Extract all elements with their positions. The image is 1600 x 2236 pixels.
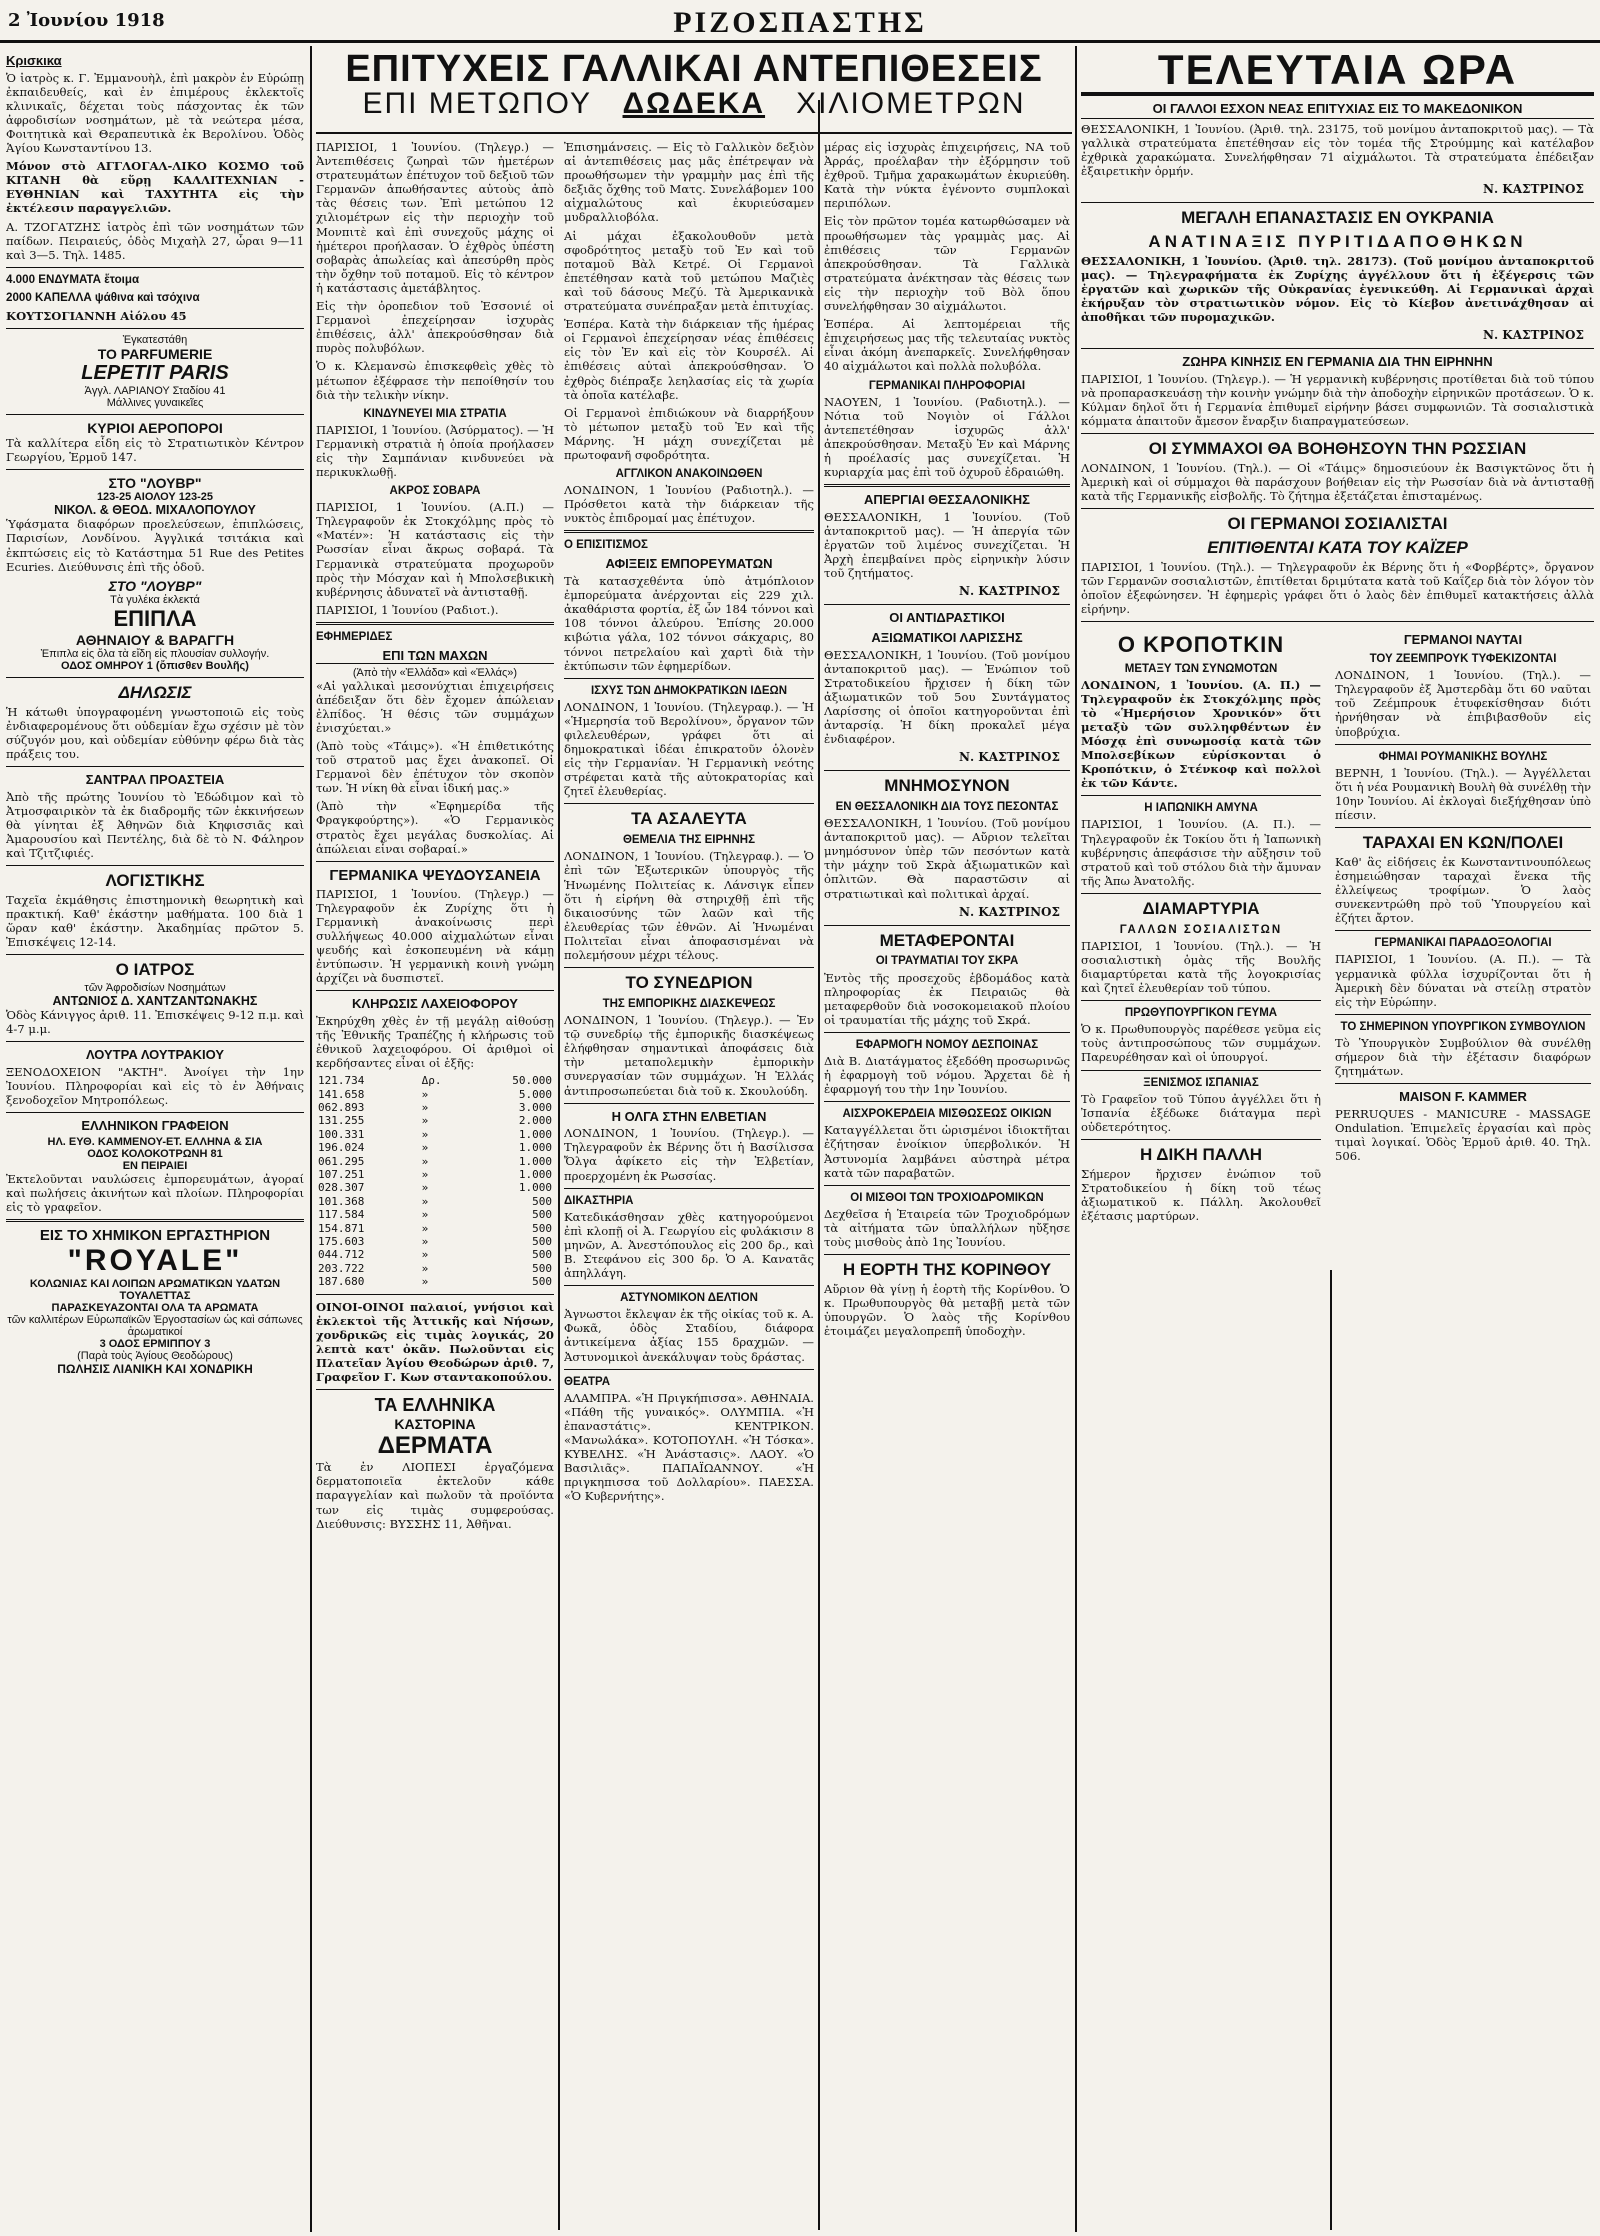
chemiko-text3: τῶν καλλιτέρων Εὐρωπαϊκῶν Ἐργοστασίων ὡς καὶ σάπωνες ἀρωματικοί (7, 1314, 303, 1339)
klirosis-row (316, 1168, 554, 1181)
klirosis-num: 062.893 (318, 1101, 365, 1114)
metaferontai-heading2: ΟΙ ΤΡΑΥΜΑΤΙΑΙ ΤΟΥ ΣΚΡΑ (875, 955, 1019, 968)
astynomiko-text: Ἀγνωστοι ἔκλεψαν ἐκ τῆς οἰκίας τοῦ κ. Α. Φωκᾶ, ὁδὸς Σταδίου, διάφορα ἀντικείμενα ἀξίας 155 δραχμῶν. — Ἀστυνομικοὶ ἀνεκάλυψαν τοὺς δράστας. (564, 1307, 814, 1364)
last-hour-banner: ΤΕΛΕΥΤΑΙΑ ΩΡΑ (1081, 48, 1594, 96)
chemiko-address: 3 ΟΔΟΣ ΕΡΜΙΠΠΟΥ 3 (99, 1338, 211, 1351)
signature: Ν. ΚΑΣΤΡΙΝΟΣ (1482, 182, 1584, 197)
michalopoulou-ad: ΝΙΚΟΛ. & ΘΕΟΔ. ΜΙΧΑΛΟΠΟΥΛΟΥ (54, 503, 256, 518)
antiparastikoi-heading2: ΑΞΙΩΜΑΤΙΚΟΙ ΛΑΡΙΣΣΗΣ (871, 629, 1023, 645)
epipla-text: Ἐπιπλα εἰς ὅλα τὰ εἴδη εἰς πλουσίαν συλλογήν. (40, 647, 270, 660)
aeroporoi-text: Τὰ καλλίτερα εἶδη εἰς τὸ Στρατιωτικὸν Κέντρον Γεωργίου, Ἑρμοῦ 147. (6, 436, 304, 465)
issue-date: 2 Ἰουνίου 1918 (8, 10, 165, 31)
akros-text: ΠΑΡΙΣΙΟΙ, 1 Ἰουνίου. (Α.Π.) — Τηλεγραφοῦν ἐκ Στοκχόλμης πρὸς τὸ «Ματέν»: Ἡ κατάστασις εἰς τὴν Ρωσσίαν εἶναι ἄκρως σοβαρά. Τὰ Γερμανικὰ στρατεύματα προχωροῦν πρὸς τὴν Μόσχαν καὶ ἡ Μπολσεβικικὴ κυβέρνησις ἀδυνατεῖ νὰ ἀντισταθῇ. (316, 500, 554, 599)
dermata-heading: ΤΑ ΕΛΛΗΝΙΚΑ (374, 1395, 496, 1416)
epipla-address: ΟΔΟΣ ΟΜΗΡΟΥ 1 (ὄπισθεν Βουλῆς) (61, 659, 249, 672)
kapella-ad: 2000 ΚΑΠΕΛΛΑ ψάθινα καὶ τσόχινα (6, 290, 200, 304)
korinthou-heading: Η ΕΟΡΤΗ ΤΗΣ ΚΟΡΙΝΘΟΥ (842, 1260, 1052, 1280)
anglikon-text: ΛΟΝΔΙΝΟΝ, 1 Ἰουνίου (Ραδιοτηλ.). — Πρόσθετοι κατὰ τὴν διάρκειαν τῆς νυκτὸς ἐπιδρομαί μας ἐπέτυχον. (564, 483, 814, 526)
endymata-ad: 4.000 ΕΝΔΥΜΑΤΑ ἕτοιμα (6, 272, 140, 286)
epi-p2: (Ἀπὸ τοὺς «Τάιμς»). «Ἡ ἐπιθετικότης τοῦ στρατοῦ μας ἔχει ἀνακοπεῖ. Οἱ Γερμανοὶ δὲν ἐπέτυχον τὸν σκοπὸν των. Ἡ νίκη θὰ εἶναι ἰδική μας.» (316, 739, 554, 796)
klirosis-num: 141.658 (318, 1087, 365, 1101)
kriskika-heading: Κρισκικα (6, 53, 62, 68)
klirosis-num: 101.368 (318, 1194, 365, 1208)
klirosis-row (316, 1248, 554, 1261)
klirosis-prize: 500 (532, 1275, 552, 1289)
xenismos-text: Τὸ Γραφεῖον τοῦ Τύπου ἀγγέλλει ὅτι ἡ Ἰσπανία ἐξέδωκε διάταγμα περὶ οὐδετερότητος. (1081, 1091, 1321, 1134)
klirosis-row (316, 1074, 554, 1087)
epi-p1: «Αἱ γαλλικαὶ μεσονύχτιαι ἐπιχειρήσεις ἀπέδειξαν ὅτι δὲν ἔχομεν ἀπώλειαν ἐλπίδος. Ἡ θέσις τῶν συμμάχων ἐνισχύεται.» (316, 678, 554, 735)
lead-p1: ΠΑΡΙΣΙΟΙ, 1 Ἰουνίου. (Τηλεγρ.) — Ἀντεπιθέσεις ζωηραὶ τῶν ἡμετέρων στρατευμάτων ἐπέτυχον τοῦ δεξιοῦ τῶν Γερμανῶν ἀπωθήσαντες αὐτοὺς ἀπὸ τὰς θέσεις των. Ἐπὶ μετώπου 12 χιλιομέτρων εἰς τὴν περιοχὴν τοῦ Μονπιτὲ καὶ ἐπὶ συνεχοῦς μάχης οἱ ἡμέτεροι προήλασαν. Ὁ ἐχθρὸς ὑπέστη σοβαρὰς ἀπωλείας καὶ ἀπεσύρθη πρὸς τὴν ὄχθην τοῦ ποταμοῦ. Εἰς τὸ κέντρον ἡ κατάστασις ἀμετάβλητος. (316, 140, 554, 295)
germanikai-text: ΠΑΡΙΣΙΟΙ, 1 Ἰουνίου. (Α. Π.). — Τὰ γερμανικὰ φύλλα ἰσχυρίζονται ὅτι ἡ Ἀμερικὴ δὲν δύναται νὰ στείλῃ στρατὸν εἰς τὴν Εὐρώπην. (1335, 952, 1591, 1009)
epanastasis-text: ΘΕΣΣΑΛΟΝΙΚΗ, 1 Ἰουνίου. (Ἀριθ. τηλ. 28173). (Τοῦ μονίμου ἀνταποκριτοῦ μας). — Τηλεγραφήματα ἐκ Ζυρίχης ἀγγέλλουν ὅτι ἡ ἐξέγερσις τῶν ἐργατῶν καὶ χωρικῶν τῆς Οὐκρανίας ἐγενικεύθη. Αἱ Γερμανικαὶ ἀρχαὶ ἐκήρυξαν τὸν στρατιωτικὸν νόμον. Εἰς τὸ Κίεβον ἀνετινάχθησαν αἱ ἀποθῆκαι τῶν πυρομαχικῶν. (1081, 253, 1594, 325)
iaponiki-heading: Η ΙΑΠΩΝΙΚΗ ΑΜΥΝΑ (1144, 802, 1258, 815)
tarachai-heading: ΤΑΡΑΧΑΙ ΕΝ ΚΩΝ/ΠΟΛΕΙ (1362, 833, 1564, 853)
ischys-text: ΛΟΝΔΙΝΟΝ, 1 Ἰουνίου. (Τηλεγραφ.). — Ἡ «Ἡμερησία τοῦ Βερολίνου», ὄργανον τῶν φιλελευθέρων, γράφει ὅτι αἱ δημοκρατικαὶ ἰδέαι ἐπικρατοῦν ὁλονὲν εἰς τὴν Γερμανίαν. Ἡ Γερμανικὴ νεότης στρέφεται κατὰ τῆς αὐτοκρατορίας καὶ ζητεῖ ἐλευθερίας. (564, 699, 814, 799)
symmaxoi-heading: ΟΙ ΣΥΜΜΑΧΟΙ ΘΑ ΒΟΗΘΗΣΟΥΝ ΤΗΝ ΡΩΣΣΙΑΝ (1148, 439, 1527, 459)
dikastiria-text: Κατεδικάσθησαν χθὲς κατηγορούμενοι ἐπὶ κλοπῇ οἱ Ἀ. Γεωργίου εἰς φυλάκισιν 8 μηνῶν, Α. Ἀνεστόπουλος εἰς 200 δρ., καὶ Β. Στεφάνου εἰς 300 δρ. Ὁ Α. Κανατᾶς ἀπηλλάγη. (564, 1209, 814, 1281)
klirosis-num: 107.251 (318, 1168, 365, 1182)
klirosis-prize: 3.000 (518, 1101, 552, 1114)
mnimosynon-heading: ΜΝΗΜΟΣΥΝΟΝ (884, 776, 1010, 796)
tarachai-text: Καθ' ἃς εἰδήσεις ἐκ Κωνσταντινουπόλεως ἐσημειώθησαν ταραχαὶ ἕνεκα τῆς ἐλλείψεως τροφίμων. Ὁ λαὸς συνεκεντρώθη πρὸ τοῦ Ὑπουργείου καὶ ἐζήτει ἄρτον. (1335, 854, 1591, 926)
kinduneuei-text: ΠΑΡΙΣΙΟΙ, 1 Ἰουνίου. (Ἀσύρματος). — Ἡ Γερμανικὴ στρατιὰ ἡ ὁποία προήλασεν εἰς τὴν Σαμπάνιαν κινδυνεύει νὰ περικυκλωθῇ. (316, 422, 554, 480)
diamartyria-heading2: ΓΑΛΛΩΝ ΣΟΣΙΑΛΙΣΤΩΝ (1119, 923, 1283, 936)
klirosis-row (316, 1235, 554, 1248)
diamartyria-text: ΠΑΡΙΣΙΟΙ, 1 Ἰουνίου. (Τηλ.). — Ἡ σοσιαλιστικὴ ὁμὰς τῆς Βουλῆς διαμαρτύρεται κατὰ τῆς λογοκρισίας καὶ ζητεῖ ἐλευθερίαν τοῦ τύπου. (1081, 938, 1321, 996)
nautai-text: ΛΟΝΔΙΝΟΝ, 1 Ἰουνίου. (Τηλ.). — Τηλεγραφοῦν ἐξ Ἀμστερδὰμ ὅτι 60 ναῦται τοῦ Ζεέμπρουκ ἐτυφεκίσθησαν διότι ἠρνήθησαν νὰ ἐπιβιβασθοῦν εἰς ὑποβρύχια. (1335, 668, 1591, 739)
diamartyria-heading: ΔΙΑΜΑΡΤΥΡΙΑ (1142, 898, 1260, 918)
kropotkin-heading: Ο ΚΡΟΠΟΤΚΙΝ (1117, 632, 1285, 658)
klirosis-num: 028.307 (318, 1181, 365, 1195)
theatra-text: ΑΛΑΜΠΡΑ. «Ἡ Πριγκήπισσα». ΑΘΗΝΑΙΑ. «Πάθη τῆς γυναικός». ΟΛΥΜΠΙΑ. «Ἡ ἐπαναστάτις». ΚΕΝΤΡΙΚΟΝ. «Μανωλάκα». ΚΟΤΟΠΟΥΛΗ. «Ἡ Τόσκα». ΚΥΒΕΛΗΣ. «Ἡ Ἀνάστασις». ΛΑΟΥ. «Ὁ Βασιλιᾶς». ΠΑΠΑΪΩΑΝΝΟΥ. «Ἡ πριγκηπισσα τοῦ Δολλαρίου». ΠΑΕΣΣΑ. «Ὁ Κυβερνήτης». (564, 1390, 814, 1504)
chemiko-footer: ΠΩΛΗΣΙΣ ΛΙΑΝΙΚΗ ΚΑΙ ΧΟΝΔΡΙΚΗ (57, 1362, 253, 1377)
klirosis-label: » (421, 1275, 429, 1289)
afixeis-text: Τὰ κατασχεθέντα ὑπὸ ἀτμόπλοιον ἐμπορεύματα ἀνέρχονται εἰς 229 χιλ. ἀκαθάριστα φορτία, ἐξ ὧν 184 τόννοι καὶ 108 τόννοι ἀλεύρου. Ἐπίσης 20.000 κιβώτια γάλα, 102 τόννοι σάκχαρις, 80 τόννοι πετρελαίου καὶ χαρτὶ διὰ τὴν ἐκτύπωσιν τῶν ἐφημερίδων. (564, 574, 814, 673)
synedrion-heading: ΤΟ ΣΥΝΕΔΡΙΟΝ (625, 973, 753, 993)
epanastasis-heading2: ΑΝΑΤΙΝΑΞΙΣ ΠΥΡΙΤΙΔΑΠΟΘΗΚΩΝ (1148, 231, 1527, 251)
sosialistai-heading: ΟΙ ΓΕΡΜΑΝΟΙ ΣΟΣΙΑΛΙΣΤΑΙ (1227, 514, 1448, 534)
lepetit-sub: Ἀγγλ. ΛΑΡΙΑΝΟΥ Σταδίου 41 (84, 385, 226, 398)
louvre2-ad: ΣΤΟ "ΛΟΥΒΡ" (108, 577, 202, 594)
dilosis-heading: ΔΗΛΩΣΙΣ (118, 682, 192, 702)
epi-p3: (Ἀπὸ τὴν «Ἐφημερίδα τῆς Φραγκφούρτης»). «Ὁ Γερμανικὸς στρατὸς ἔχει μεγάλας δυσκολίας. Αἱ ἀπώλειαι εἶναι σοβαραί.» (316, 799, 554, 856)
dermata-big: ΔΕΡΜΑΤΑ (377, 1432, 493, 1460)
aischrokerdeia-text: Καταγγέλλεται ὅτι ὠρισμένοι ἰδιοκτῆται ἐζήτησαν ἐνοίκιον ὑπερβολικόν. Ἡ Ἀστυνομία λαμβάνει αὐστηρὰ μέτρα κατὰ τῶν παραβατῶν. (824, 1123, 1070, 1180)
parfumerie-ad: ΤΟ PARFUMERIE (97, 346, 213, 363)
headline-part-a: ΕΠΙ ΜΕΤΩΠΟΥ (362, 87, 592, 120)
grafeio-city: ΕΝ ΠΕΙΡΑΙΕΙ (122, 1159, 188, 1172)
klirosis-num: 175.603 (318, 1235, 365, 1249)
headline-line1: ΕΠΙΤΥΧΕΙΣ ΓΑΛΛΙΚΑΙ ΑΝΤΕΠΙΘΕΣΕΙΣ (345, 48, 1043, 90)
synedrion-text: ΛΟΝΔΙΝΟΝ, 1 Ἰουνίου. (Τηλεγρ.). — Ἐν τῷ συνεδρίῳ τῆς ἐμπορικῆς διασκέψεως ἐλήφθησαν σημαντικαὶ ἀποφάσεις διὰ τὴν μεταπολεμικὴν ἐμπορικὴν συνεργασίαν τῶν συμμάχων. Ἡ Ἐλλάς ἀντιπροσωπεύεται διὰ τοῦ κ. Σκουλούδη. (564, 1013, 814, 1098)
epi-ton-maxon-heading: ΕΠΙ ΤΩΝ ΜΑΧΩΝ (316, 649, 554, 664)
klirosis-prize: 500 (532, 1221, 552, 1235)
asaleuta-heading: ΤΑ ΑΣΑΛΕΥΤΑ (631, 809, 747, 829)
klirosis-prize: 1.000 (518, 1168, 552, 1182)
klirosis-row (316, 1208, 554, 1221)
episitismos-heading: Ο ΕΠΙΣΙΤΙΣΜΟΣ (564, 539, 648, 552)
klirosis-label: » (421, 1154, 429, 1168)
mnimosynon-heading2: ΕΝ ΘΕΣΣΑΛΟΝΙΚΗ ΔΙΑ ΤΟΥΣ ΠΕΣΟΝΤΑΣ (835, 801, 1059, 814)
klirosis-row (316, 1141, 554, 1154)
column-rule (1075, 46, 1077, 2232)
loutra-heading: ΛΟΥΤΡΑ ΛΟΥΤΡΑΚΙΟΥ (85, 1047, 225, 1063)
klirosis-label: » (421, 1181, 429, 1195)
sosialistai-heading2: ΕΠΙΤΙΘΕΝΤΑΙ ΚΑΤΑ ΤΟΥ ΚΑΪΖΕΡ (1207, 538, 1468, 558)
sumvoulion-heading: ΤΟ ΣΗΜΕΡΙΝΟΝ ΥΠΟΥΡΓΙΚΟΝ ΣΥΜΒΟΥΛΙΟΝ (1340, 1020, 1586, 1033)
lepetit-ad: LEPETIT PARIS (81, 362, 229, 385)
logistikis-text: Ταχεῖα ἐκμάθησις ἐπιστημονικὴ θεωρητικὴ καὶ πρακτική. Καθ' ἑκάστην μαθήματα. 100 διὰ 1 ὥραν καθ' ἑκάστην. Ἀκαδημίας πρῶτον 5. Ἐπισκέψεις 12-14. (6, 892, 304, 950)
oi-mesoi-heading: ΟΙ ΜΙΣΘΟΙ ΤΩΝ ΤΡΟΧΙΟΔΡΟΜΙΚΩΝ (850, 1191, 1044, 1204)
parfumerie-pre: Ἐγκατεστάθη (122, 334, 188, 347)
headline-part-b: ΔΩΔΕΚΑ (622, 87, 766, 120)
dikastiria-heading: ΔΙΚΑΣΤΗΡΙΑ (564, 1194, 634, 1207)
klirosis-num: 154.871 (318, 1221, 365, 1235)
klirosis-num: 196.024 (318, 1141, 365, 1155)
antiparastikoi-heading: ΟΙ ΑΝΤΙΔΡΑΣΤΙΚΟΙ (889, 610, 1005, 626)
louvre2-sub: Τὰ γυλέκα ἐκλεκτά (110, 593, 200, 606)
vespera2: Οἱ Γερμανοὶ ἐπιδιώκουν νὰ διαρρήξουν τὸ μέτωπον μεταξὺ τοῦ Ἐν καὶ τῆς Μάρνης. Ἡ μάχη συνεχίζεται μὲ πρωτοφανῆ σφοδρότητα. (564, 405, 814, 462)
klirosis-prize: 1.000 (518, 1154, 552, 1168)
antiparastikoi-text: ΘΕΣΣΑΛΟΝΙΚΗ, 1 Ἰουνίου. (Τοῦ μονίμου ἀνταποκριτοῦ μας). — Ἐνώπιον τοῦ Στρατοδικείου ἤρχισεν ἡ δίκη τῶν ἀξιωματικῶν τοῦ 5ου Συντάγματος Λαρίσσης οἱ ὁποῖοι κατηγοροῦνται ἐπὶ ἀνταρσίᾳ. Ἡ δίκη προκαλεῖ μέγα ἐνδιαφέρον. (824, 647, 1070, 747)
klirosis-row (316, 1262, 554, 1275)
klirosis-prize: 500 (532, 1248, 552, 1262)
sumvoulion-text: Τὸ Ὑπουργικὸν Συμβούλιον θὰ συνέλθῃ σήμερον διὰ τὴν ἐξέτασιν διαφόρων ζητημάτων. (1335, 1035, 1591, 1079)
column-2 (316, 140, 554, 2230)
klirosis-label: » (421, 1087, 429, 1101)
grafeio-text: Ἐκτελοῦνται ναυλώσεις ἐμπορευμάτων, ἀγοραί καὶ πωλήσεις ἀκινήτων καὶ πλοίων. Πληροφορίαι εἰς τὸ γραφεῖον. (6, 1171, 304, 1215)
klirosis-label: » (421, 1248, 429, 1262)
logistikis-heading: ΛΟΓΙΣΤΙΚΗΣ (105, 871, 205, 891)
headline-line2 (316, 88, 1072, 120)
klirosis-label: » (421, 1127, 429, 1141)
klirosis-num: 100.331 (318, 1127, 365, 1141)
lepetit-sub2: Μάλλινες γυναικεῖες (106, 397, 204, 410)
sosialistai-text: ΠΑΡΙΣΙΟΙ, 1 Ἰουνίου. (Τηλ.). — Τηλεγραφοῦν ἐκ Βέρνης ὅτι ἡ «Φορβέρτς», ὄργανον τῶν Γερμανῶν σοσιαλιστῶν, ἐπιτίθεται δριμύτατα κατὰ τοῦ Καΐζερ διὰ τὸν λόγον τὸν ὁποῖον ἐξεφώνησεν. Ἡ ἐφημερὶς γράφει ὅτι ὁ λαὸς δὲν ἐπιθυμεῖ κατακτήσεις ἀλλὰ εἰρήνην. (1081, 560, 1594, 617)
iatros-sub: τῶν Ἀφροδισίων Νοσημάτων (84, 982, 226, 995)
dikipali-text: Σήμερον ἤρχισεν ἐνώπιον τοῦ Στρατοδικείου ἡ δίκη τοῦ τέως ἀξιωματικοῦ κ. Πάλλη. Ἀκολουθεῖ ἐξέτασις μαρτύρων. (1081, 1166, 1321, 1223)
dilosis-text: Ἡ κάτωθι ὑπογραφομένη γνωστοποιῶ εἰς τοὺς ἐνδιαφερομένους ὅτι οὐδεμίαν ἔχω σχέσιν μὲ τὸν σύζυγόν μου, καὶ οὐδεμίαν εὐθύνην φέρω διὰ τὰς πράξεις του. (6, 704, 304, 761)
lead-p2: Αἱ μάχαι ἐξακολουθοῦν μετὰ σφοδρότητος μεταξὺ τοῦ Ἐν καὶ τοῦ ποταμοῦ Βὰλ Κετρέ. Οἱ Γερμανοὶ ἐπετέθησαν κατὰ τοῦ μετώπου Μαζιὲς καὶ τοῦ δάσους Μεζύ. Τὰ Ἀμερικανικὰ στρατεύματα συνέπραξαν μετὰ ἐπιτυχίας. (564, 228, 814, 314)
nautai-heading: ΓΕΡΜΑΝΟΙ ΝΑΥΤΑΙ (1403, 632, 1523, 648)
central-text: Ἀπὸ τῆς πρώτης Ἰουνίου τὸ Ἐδώδιμον καὶ τὸ Ἀτμοσφαιρικὸν τὰ ἐκ διαδρομῆς τῶν ἐκκινήσεων θὰ γίνηται ἐξ Ἀθηνῶν διὰ Κηφισσιᾶς καὶ Ἀμαρουσίου καὶ Πεντέλης, διὰ δὲ τὸ Ν. Φάληρον καὶ Τζιτζιφιές. (6, 789, 304, 860)
klirosis-label: » (421, 1114, 429, 1128)
iatros-name: ΑΝΤΩΝΙΟΣ Δ. ΧΑΝΤΖΑΝΤΩΝΑΚΗΣ (52, 994, 258, 1009)
lead-p1: Ἐπισημάνσεις. — Εἰς τὸ Γαλλικὸν δεξιὸν αἱ ἀντεπιθέσεις μας μᾶς ἐπέτρεψαν νὰ προωθήσωμεν τὴν γραμμὴν μας ἐπὶ τῆς δεξιᾶς ὄχθης τοῦ Ματς. Συνελάβομεν 100 αἰχμαλώτους καὶ ἐκυριεύσαμεν μυδραλλιοβόλα. (564, 140, 814, 225)
signature: Ν. ΚΑΣΤΡΙΝΟΣ (958, 750, 1060, 765)
paris-short: ΠΑΡΙΣΙΟΙ, 1 Ἰουνίου (Ραδιοτ.). (316, 602, 499, 617)
epipla-names: ΑΘΗΝΑΙΟΥ & ΒΑΡΑΓΓΗ (75, 631, 235, 648)
aeroporoi-ad: ΚΥΡΙΟΙ ΑΕΡΟΠΟΡΟΙ (87, 420, 223, 437)
dermata-text: Τὰ ἐν ΛΙΟΠΕΣΙ ἐργαζόμενα δερματοποιεῖα ἐκτελοῦν κάθε παραγγελίαν καὶ πωλοῦν τὰ προϊόντα των εἰς τιμὰς συμφερούσας. Διεύθυνσις: ΒΥΣΣΗΣ 11, Ἀθῆναι. (316, 1460, 554, 1531)
tzogatzis-ad: Α. ΤΖΟΓΑΤΖΗΣ ἰατρὸς ἐπὶ τῶν νοσημάτων τῶν παίδων. Πειραιεύς, ὁδὸς Μιχαὴλ 27, ὧραι 9—11 καὶ 3—5. Τηλ. 1485. (6, 219, 304, 262)
asaleuta-heading2: ΘΕΜΕΛΙΑ ΤΗΣ ΕΙΡΗΝΗΣ (622, 834, 755, 847)
chemiko-heading: ΕΙΣ ΤΟ ΧΗΜΙΚΟΝ ΕΡΓΑΣΤΗΡΙΟΝ (39, 1227, 271, 1245)
kiniseis-heading: ΖΩΗΡΑ ΚΙΝΗΣΙΣ ΕΝ ΓΕΡΜΑΝΙΑ ΔΙΑ ΤΗΝ ΕΙΡΗΝΗΝ (1182, 354, 1493, 370)
klirosis-row (316, 1128, 554, 1141)
klirosis-num: 117.584 (318, 1208, 365, 1222)
klirosis-num: 187.680 (318, 1275, 365, 1289)
klirosis-prize: 500 (532, 1261, 552, 1275)
dikipali-heading: Η ΔΙΚΗ ΠΑΛΛΗ (1139, 1144, 1263, 1164)
main-headline (316, 50, 1072, 120)
metaferontai-heading: ΜΕΤΑΦΕΡΟΝΤΑΙ (879, 930, 1015, 950)
kropotkin-heading2: ΜΕΤΑΞΥ ΤΩΝ ΣΥΝΩΜΟΤΩΝ (1124, 662, 1278, 675)
kammer-text: PERRUQUES - MANICURE - MASSAGE Ondulation. Ἐπιμελεῖς ἐργασίαι καὶ πρὸς τιμαὶ λογικαί. Ὁδὸς Ἑρμοῦ ἀριθ. 40. Τηλ. 506. (1335, 1106, 1591, 1164)
iaponiki-text: ΠΑΡΙΣΙΟΙ, 1 Ἰουνίου. (Α. Π.). — Τηλεγραφοῦν ἐκ Τοκίου ὅτι ἡ Ἰαπωνικὴ κυβέρνησις ἀπεφάσισε τὴν αὔξησιν τοῦ στρατοῦ καὶ τοῦ στόλου διὰ τὴν ἄμυναν τῆς Ἀπω Ἀνατολῆς. (1081, 817, 1321, 888)
klirosis-num: 061.295 (318, 1154, 365, 1168)
grafeio-heading: ΕΛΛΗΝΙΚΟΝ ΓΡΑΦΕΙΟΝ (81, 1118, 229, 1134)
klirosis-row (316, 1195, 554, 1208)
klirosis-label: » (421, 1194, 429, 1208)
kammer-heading: MAISON F. KAMMER (1399, 1089, 1527, 1105)
klirosis-prize: 500 (532, 1235, 552, 1249)
chemiko-text2: ΠΑΡΑΣΚΕΥΑΖΟΝΤΑΙ ΟΛΑ ΤΑ ΑΡΩΜΑΤΑ (51, 1302, 259, 1315)
germanikai-text: ΝΑΟΥΕΝ, 1 Ἰουνίου. (Ραδιοτηλ.). — Νότια τοῦ Νογιὸν οἱ Γάλλοι ἀντεπετέθησαν ἰσχυρῶς ἀλλ' ἀπεκρούσθησαν. Μεταξὺ Ἐν καὶ Μάρνης ἡ προέλασίς μας συνεχίζεται. Ἡ κυριαρχία μας ἐπὶ τοῦ ὀχυροῦ ἐδραιώθη. (824, 394, 1070, 480)
klirosis-row (316, 1222, 554, 1235)
chemiko-brand: "ROYALE" (67, 1244, 243, 1278)
protypoupoliko-heading: ΠΡΩΘΥΠΟΥΡΓΙΚΟΝ ΓΕΥΜΑ (1124, 1007, 1278, 1020)
signature: Ν. ΚΑΣΤΡΙΝΟΣ (958, 584, 1060, 599)
pseudo-text: ΠΑΡΙΣΙΟΙ, 1 Ἰουνίου. (Τηλεγρ.) — Τηλεγραφοῦν ἐκ Ζυρίχης ὅτι ἡ Γερμανικὴ ἀνακοίνωσις περὶ συλλήψεως 40.000 αἰχμαλώτων εἶναι ψευδής καὶ ἐσκοπευμένη νὰ κάμῃ ἐντύπωσιν. Ἡ γερμανικὴ κοινὴ γνώμη ἀρχίζει νὰ δυσπιστεῖ. (316, 886, 554, 986)
newspaper-title: ΡΙΖΟΣΠΑΣΤΗΣ (673, 6, 927, 39)
column-4 (824, 140, 1070, 2230)
klirosis-label: » (421, 1101, 429, 1114)
klirosis-label: » (421, 1261, 429, 1275)
klirosis-text: Ἐκηρύχθη χθὲς ἐν τῇ μεγάλῃ αἰθούσῃ τῆς Ἐθνικῆς Τραπέζης ἡ κλήρωσις τοῦ ἐθνικοῦ λαχειοφόρου. Οἱ ἀριθμοὶ οἱ κερδήσαντες εἶναι οἱ ἑξῆς: (316, 1013, 554, 1071)
headline-rule (316, 132, 1072, 134)
koutsogianni-ad: ΚΟΥΤΣΟΓΙΑΝΝΗ Αἰόλου 45 (6, 309, 187, 324)
klirosis-prize: 1.000 (518, 1141, 552, 1155)
epi-sub: (Ἀπὸ τὴν «Ἑλλάδα» καὶ «Ἑλλάς») (352, 666, 518, 679)
nautai-heading2: ΤΟΥ ΖΕΕΜΠΡΟΥΚ ΤΥΦΕΚΙΖΟΝΤΑΙ (1369, 653, 1557, 666)
louvre-ad: ΣΤΟ "ΛΟΥΒΡ" (108, 475, 202, 492)
klirosis-row (316, 1181, 554, 1194)
anglikon-heading: ΑΓΓΛΙΚΟΝ ΑΝΑΚΟΙΝΩΘΕΝ (615, 468, 763, 481)
chemiko-address2: (Παρὰ τοὺς Ἁγίους Θεοδώρους) (77, 1350, 233, 1363)
last-hour-sub: ΟΙ ΓΑΛΛΟΙ ΕΣΧΟΝ ΝΕΑΣ ΕΠΙΤΥΧΙΑΣ ΕΙΣ ΤΟ ΜΑΚΕΔΟΝΙΚΟΝ (1081, 102, 1594, 119)
klirosis-num: 121.734 (318, 1074, 365, 1088)
xenismos-heading: ΞΕΝΙΣΜΟΣ ΙΣΠΑΝΙΑΣ (1143, 1076, 1259, 1089)
klirosis-prize: 2.000 (518, 1114, 552, 1128)
iatros-text: Ὁδὸς Κάνιγγος ἀριθ. 11. Ἐπισκέψεις 9-12 π.μ. καὶ 4-7 μ.μ. (6, 1008, 304, 1037)
kropotkin-text: ΛΟΝΔΙΝΟΝ, 1 Ἰουνίου. (Α. Π.) — Τηλεγραφοῦν ἐκ Στοκχόλμης πρὸς τὸ «Ἡμερήσιον Χρονικόν» ὅτι μεταξὺ τῶν συλληφθέντων ἐν Μόσχᾳ ἐπὶ συνωμοσίᾳ κατὰ τῶν Μπολσεβίκων εὑρίσκονται ὁ Κροπότκιν, ὁ Στένκοφ καὶ πολλοὶ ἐκ τῶν Κάντε. (1081, 677, 1321, 791)
ischys-heading: ΙΣΧΥΣ ΤΩΝ ΔΗΜΟΚΡΑΤΙΚΩΝ ΙΔΕΩΝ (590, 684, 788, 697)
kinduneuei-heading: ΚΙΝΔΥΝΕΥΕΙ ΜΙΑ ΣΤΡΑΤΙΑ (363, 407, 507, 420)
efimerides-heading: ΕΦΗΜΕΡΙΔΕΣ (316, 630, 393, 643)
protypoupoliko-text: Ὁ κ. Πρωθυπουργὸς παρέθεσε γεῦμα εἰς τοὺς ἀντιπροσώπους τῶν συμμάχων. Παρευρέθησαν καὶ οἱ ὑπουργοί. (1081, 1022, 1321, 1065)
klirosis-label: » (421, 1208, 429, 1222)
klirosis-num: 131.255 (318, 1114, 365, 1128)
germanikai-heading: ΓΕΡΜΑΝΙΚΑΙ ΠΛΗΡΟΦΟΡΙΑΙ (868, 379, 1026, 392)
efarmogi-heading: ΕΦΑΡΜΟΓΗ ΝΟΜΟΥ ΔΕΣΠΟΙΝΑΣ (855, 1038, 1039, 1051)
klirosis-prize: 50.000 (512, 1074, 552, 1088)
vespera: Ἑσπέρα. Αἱ λεπτομέρειαι τῆς ἐπιχειρήσεως μας τῆς τελευταίας νυκτὸς εἶναι ἀκόμη ἀνεπαρκεῖς. Συνελήφθησαν 40 αἰχμάλωτοι καὶ πολλὰ πολυβόλα. (824, 317, 1070, 374)
aischrokerdeia-heading: ΑΙΣΧΡΟΚΕΡΔΕΙΑ ΜΙΣΘΩΣΕΩΣ ΟΙΚΙΩΝ (842, 1108, 1052, 1121)
klirosis-row (316, 1275, 554, 1288)
chemiko-text: ΚΟΛΩΝΙΑΣ ΚΑΙ ΛΟΙΠΩΝ ΑΡΩΜΑΤΙΚΩΝ ΥΔΑΤΩΝ ΤΟΥΑΛΕΤΤΑΣ (29, 1278, 281, 1303)
right-subcolumns (1081, 627, 1594, 1927)
klirosis-label: » (421, 1235, 429, 1249)
mnimosynon-text: ΘΕΣΣΑΛΟΝΙΚΗ, 1 Ἰουνίου. (Τοῦ μονίμου ἀνταποκριτοῦ μας). — Αὔριον τελεῖται μνημόσυνον ὑπὲρ τῶν πεσόντων κατὰ τὴν μάχην τοῦ Σκρὰ ἀξιωματικῶν καὶ ὁπλιτῶν. Θὰ παραστῶσιν αἱ στρατιωτικαὶ καὶ πολιτικαὶ ἀρχαί. (824, 816, 1070, 901)
klirosis-row (316, 1088, 554, 1101)
efarmogi-text: Διὰ Β. Διατάγματος ἐξεδόθη προσωρινῶς ἡ ἐφαρμογὴ τοῦ νόμου. Ἄρχεται δὲ ἡ ἐφαρμογή του τὴν 1ην Ἰουνίου. (824, 1053, 1070, 1097)
signature: Ν. ΚΑΣΤΡΙΝΟΣ (958, 904, 1060, 919)
grafeio-address: ΟΔΟΣ ΚΟΛΟΚΟΤΡΩΝΗ 81 (87, 1147, 223, 1160)
central-heading: ΣΑΝΤΡΑΛ ΠΡΟΑΣΤΕΙΑ (85, 771, 225, 787)
theatra-heading: ΘΕΑΤΡΑ (564, 1375, 611, 1388)
klirosis-row (316, 1114, 554, 1127)
kitani-ad: Μόνον στὸ ΑΓΓΛΟΓΑΛ-ΛΙΚΟ ΚΟΣΜΟ τοῦ ΚΙΤΑΝΗ θὰ εὕρῃ ΚΑΛΛΙΤΕΧΝΙΑΝ - ΕΥΘΗΝΙΑΝ καὶ ΤΑΧΥΤΗΤΑ εἰς τὴν ἐκτέλεσιν παραγγελιῶν. (6, 159, 304, 216)
grafeio-sub: ΗΛ. ΕΥΘ. ΚΑΜΜΕΝΟΥ-ΕΤ. ΕΛΛΗΝΑ & ΣΙΑ (47, 1135, 263, 1148)
klirosis-prize: 5.000 (518, 1087, 552, 1101)
metaferontai-text: Ἐντὸς τῆς προσεχοῦς ἑβδομάδος κατὰ πληροφορίας ἐκ Πειραιῶς θὰ μεταφερθοῦν διὰ νοσοκομειακοῦ πλοίου οἱ τραυματίαι τῆς μάχης τοῦ Σκρά. (824, 970, 1070, 1027)
headline-part-c: ΧΙΛΙΟΜΕΤΡΩΝ (796, 87, 1026, 120)
klirosis-num: 203.722 (318, 1261, 365, 1275)
oi-mesoi-text: Δεχθεῖσα ἡ Ἑταιρεία τῶν Τροχιοδρόμων τὰ αἰτήματα τῶν ὑπαλλήλων ηὔξησε τοὺς μισθοὺς ἀπὸ 1ης Ἰουνίου. (824, 1206, 1070, 1249)
loutra-text: ΞΕΝΟΔΟΧΕΙΟΝ "ΑΚΤΗ". Ἀνοίγει τὴν 1ην Ἰουνίου. Πληροφορίαι καὶ εἰς τὸ ἐν Ἀθήναις ξενοδοχεῖον Μητροπόλεως. (6, 1064, 304, 1108)
epipla-ad: ΕΠΙΠΛΑ (113, 605, 197, 631)
synedrion-heading2: ΤΗΣ ΕΜΠΟΡΙΚΗΣ ΔΙΑΣΚΕΨΕΩΣ (602, 997, 776, 1010)
fimes-heading: ΦΗΜΑΙ ΡΟΥΜΑΝΙΚΗΣ ΒΟΥΛΗΣ (1378, 750, 1548, 763)
korinthou-text: Αὔριον θὰ γίνῃ ἡ ἐορτὴ τῆς Κορίνθου. Ὁ κ. Πρωθυπουργὸς θὰ μεταβῇ μετὰ τῶν ὑπουργῶν. Ὁ λαὸς τῆς Κορίνθου ἑτοιμάζει μεγαλοπρεπῆ ὑποδοχὴν. (824, 1281, 1070, 1339)
masthead (0, 0, 1600, 40)
michalopoulou-text: Ὑφάσματα διαφόρων προελεύσεων, ἐπιπλώσεις, Παρισίων, Λονδίνου. Ἀγγλικά τσιτάκια καὶ ἐκπτώσεις εἰς τὸ Κατάστημα 51 Rue des Petites Ecuries. Διεύθυνσις ἐπὶ τῆς ὁδοῦ. (6, 517, 304, 574)
column-rule (558, 700, 560, 2230)
klirosis-prize: 1.000 (518, 1181, 552, 1195)
vespera: Ἑσπέρα. Κατὰ τὴν διάρκειαν τῆς ἡμέρας οἱ Γερμανοὶ ἐπεχείρησαν νέας ἐπιθέσεις εἰς τὸν Ἐν καὶ εἰς τὸν Κουρσέλ. Αἱ ἐπιθέσεις αὐταὶ ἀπεκρούσθησαν. Ὁ ἐχθρὸς διέπραξε λεηλασίας εἰς τὰ χωρία τὰ ὁποῖα κατέλαβε. (564, 317, 814, 402)
dermata-sub: ΚΑΣΤΟΡΙΝΑ (394, 1416, 476, 1433)
klirosis-prize: 500 (532, 1208, 552, 1222)
klirosis-table (316, 1074, 554, 1289)
klirosis-label: » (421, 1168, 429, 1182)
lead-p2: Εἰς τὸν πρῶτον τομέα κατωρθώσαμεν νὰ προωθήσωμεν τὰς γραμμὰς μας. Αἱ ἐπιθέσεις τῶν Γερμανῶν ἀπεκρούσθησαν. Τὰ Γαλλικὰ στρατεύματα ἀνέκτησαν τὰς θέσεις των εἰς τὴν περιοχὴν τοῦ Βὸλ ὅπου συνελήφθησαν 30 αἰχμάλωτοι. (824, 214, 1070, 314)
right-subcolumn-left (1081, 627, 1321, 1227)
kriskika-text: Ὁ ἰατρὸς κ. Γ. Ἐμμανουὴλ, ἐπὶ μακρὸν ἐν Εὐρώπῃ ἐκπαιδευθείς, καὶ ἐν ἐπιμέρους ἐκλεκτοῖς κλινικαῖς, δέχεται τοὺς πάσχοντας ἐκ τῶν ἀφροδισίων νοσημάτων, μὲ τὰ νεώτερα μέσα, Φοιτητικὰ καὶ Θεραπευτικὰ ἐκ Βερολίνου. Ὁδὸς Ἁγίου Κωνσταντίνου 13. (6, 70, 304, 156)
lead-p2: Εἰς τὴν ὀροπεδιον τοῦ Ἐσσονιέ οἱ Γερμανοὶ ἐπεχείρησαν ἰσχυρὰς ἐπιθέσεις, ἀλλ' ἀπεκρούσθησαν διὰ πυρὸς πολυβόλων. (316, 299, 554, 356)
germanikai-heading: ΓΕΡΜΑΝΙΚΑΙ ΠΑΡΑΔΟΞΟΛΟΓΙΑΙ (1374, 937, 1552, 950)
astynomiko-heading: ΑΣΤΥΝΟΜΙΚΟΝ ΔΕΛΤΙΟΝ (620, 1292, 758, 1305)
last-hour-text: ΘΕΣΣΑΛΟΝΙΚΗ, 1 Ἰουνίου. (Ἀριθ. τηλ. 23175, τοῦ μονίμου ἀνταποκριτοῦ μας). — Τὰ γαλλικὰ στρατεύματα ἐπετέθησαν εἰς τὸν τομέα τῆς Στρούμμης καὶ κατέλαβον ἐχθρικὰ χαρακώματα. Συνελήφθησαν 71 αἰχμάλωτοι. Τὰ στρατεύματα ἐπέδειξαν ἐξαιρετικὴν ὁρμήν. (1081, 121, 1594, 179)
olga-text: ΛΟΝΔΙΝΟΝ, 1 Ἰουνίου. (Τηλεγρ.). — Τηλεγραφοῦν ἐκ Βέρνης ὅτι ἡ Βασίλισσα Ὄλγα ἀφίκετο εἰς τὴν Ἑλβετίαν, προερχομένη ἐκ Ρωσσίας. (564, 1126, 814, 1183)
klirosis-label: » (421, 1141, 429, 1155)
akros-heading: ΑΚΡΟΣ ΣΟΒΑΡΑ (389, 485, 481, 498)
apergiai-text: ΘΕΣΣΑΛΟΝΙΚΗ, 1 Ἰουνίου. (Τοῦ ἀνταποκριτοῦ μας). — Ἡ ἀπεργία τῶν ἐργατῶν τοῦ λιμένος συνεχίζεται. Ἡ Ἀρχὴ ἐπεμβαίνει πρὸς εἰρηνικὴν λύσιν τοῦ ζητήματος. (824, 509, 1070, 581)
klirosis-row (316, 1155, 554, 1168)
oinoi-ad: ΟΙΝΟΙ-ΟΙΝΟΙ παλαιοί, γνήσιοι καὶ ἐκλεκτοὶ τῆς Ἀττικῆς καὶ Νήσων, χονδρικῶς εἰς τιμὰς λογικάς, 20 λεπτὰ κατ' ὀκᾶν. Πωλοῦνται εἰς Πλατεῖαν Ἁγίου Θεοδώρων ἀριθ. 7, Γραφεῖον Γ. Κων σταντακοπούλου. (316, 1299, 554, 1385)
afixeis-heading: ΑΦΙΞΕΙΣ ΕΜΠΟΡΕΥΜΑΤΩΝ (605, 556, 773, 572)
fimes-text: ΒΕΡΝΗ, 1 Ἰουνίου. (Τηλ.). — Ἀγγέλλεται ὅτι ἡ νέα Ρουμανικὴ Βουλὴ θὰ συνέλθῃ τὴν 10ην Ἰουνίου. Αἱ ἐκλογαὶ διεξήχθησαν ὑπὸ πίεσιν. (1335, 765, 1591, 822)
klirosis-row (316, 1101, 554, 1114)
iatros-heading: Ο ΙΑΤΡΟΣ (115, 960, 195, 980)
lead-p3: Ὁ κ. Κλεμανσὼ ἐπισκεφθεὶς χθὲς τὸ μέτωπον ἐξέφρασε τὴν πεποίθησίν του διὰ τὴν τελικὴν νίκην. (316, 359, 554, 402)
klirosis-prize: 1.000 (518, 1127, 552, 1141)
klirosis-heading: ΚΛΗΡΩΣΙΣ ΛΑΧΕΙΟΦΟΡΟΥ (352, 996, 518, 1012)
column-3 (564, 140, 814, 2230)
column-rule (310, 46, 312, 2232)
louvre-address: 123-25 ΑΙΟΛΟΥ 123-25 (96, 491, 214, 504)
lead-p1: μέρας εἰς ἰσχυρὰς ἐπιχειρήσεις, ΝΑ τοῦ Ἀρράς, προέλαβαν τὴν ἐξόρμησιν τοῦ ἐχθροῦ. Τμῆμα χαρακωμάτων ἐκυριεύθη. Κατὰ τὴν νύκτα ἐγένοντο συμπλοκαὶ περιπόλων. (824, 140, 1070, 211)
epanastasis-heading: ΜΕΓΑΛΗ ΕΠΑΝΑΣΤΑΣΙΣ ΕΝ ΟΥΚΡΑΝΙΑ (1181, 208, 1494, 228)
left-column (6, 48, 304, 2234)
klirosis-label: Δρ. (421, 1074, 442, 1088)
klirosis-label: » (421, 1221, 429, 1235)
symmaxoi-text: ΛΟΝΔΙΝΟΝ, 1 Ἰουνίου. (Τηλ.). — Οἱ «Τάιμς» δημοσιεύουν ἐκ Βασιγκτῶνος ὅτι ἡ Ἀμερικὴ καὶ οἱ σύμμαχοι θὰ παράσχουν βοήθειαν εἰς τὴν Ρωσσίαν διὰ νὰ ἀντισταθῇ κατὰ τῆς Γερμανικῆς εἰσβολῆς. Τὸ ζήτημα ἐξετάζεται ἐπισταμένως. (1081, 461, 1594, 504)
klirosis-prize: 500 (532, 1194, 552, 1208)
asaleuta-text: ΛΟΝΔΙΝΟΝ, 1 Ἰουνίου. (Τηλεγραφ.). — Ὁ ἐπὶ τῶν Ἐξωτερικῶν ὑπουργὸς τῆς Ἡνωμένης Πολιτείας κ. Λάνσιγκ εἶπεν ὅτι ἡ εἰρήνη θὰ στηριχθῇ ἐπὶ τῆς δικαιοσύνης τῶν λαῶν καὶ τῆς ἐλευθερίας τῶν ἐθνῶν. Αἱ Ἡνωμέναι Πολιτεῖαι εἶναι ἀποφασισμέναι νὰ πολεμήσουν μέχρι τέλους. (564, 849, 814, 963)
signature: Ν. ΚΑΣΤΡΙΝΟΣ (1482, 328, 1584, 343)
right-subcolumn-right (1335, 627, 1591, 1167)
pseudo-heading: ΓΕΡΜΑΝΙΚΑ ΨΕΥΔΟΥΣΑΝΕΙΑ (329, 866, 541, 884)
column-rule (818, 100, 820, 2230)
masthead-rule (0, 40, 1600, 43)
olga-heading: Η ΟΛΓΑ ΣΤΗΝ ΕΛΒΕΤΙΑΝ (611, 1108, 767, 1124)
apergiai-heading: ΑΠΕΡΓΙΑΙ ΘΕΣΣΑΛΟΝΙΚΗΣ (864, 492, 1030, 508)
klirosis-num: 044.712 (318, 1248, 365, 1262)
kiniseis-text: ΠΑΡΙΣΙΟΙ, 1 Ἰουνίου. (Τηλεγρ.). — Ἡ γερμανικὴ κυβέρνησις προτίθεται διὰ τοῦ τύπου νὰ προπαρασκευάσῃ τὴν κοινὴν γνώμην διὰ τὴν ἀποδοχὴν εἰρηνικῶν προτάσεων. Ὁ κ. Κύλμαν δηλοῖ ὅτι ἡ Γερμανία ἐπιθυμεῖ εἰρήνην βάσει συμφωνιῶν. Τὰ σοσιαλιστικὰ κόμματα ἀπαιτοῦν ἄμεσον ἔναρξιν διαπραγματεύσεων. (1081, 371, 1594, 429)
right-column (1081, 48, 1594, 2234)
